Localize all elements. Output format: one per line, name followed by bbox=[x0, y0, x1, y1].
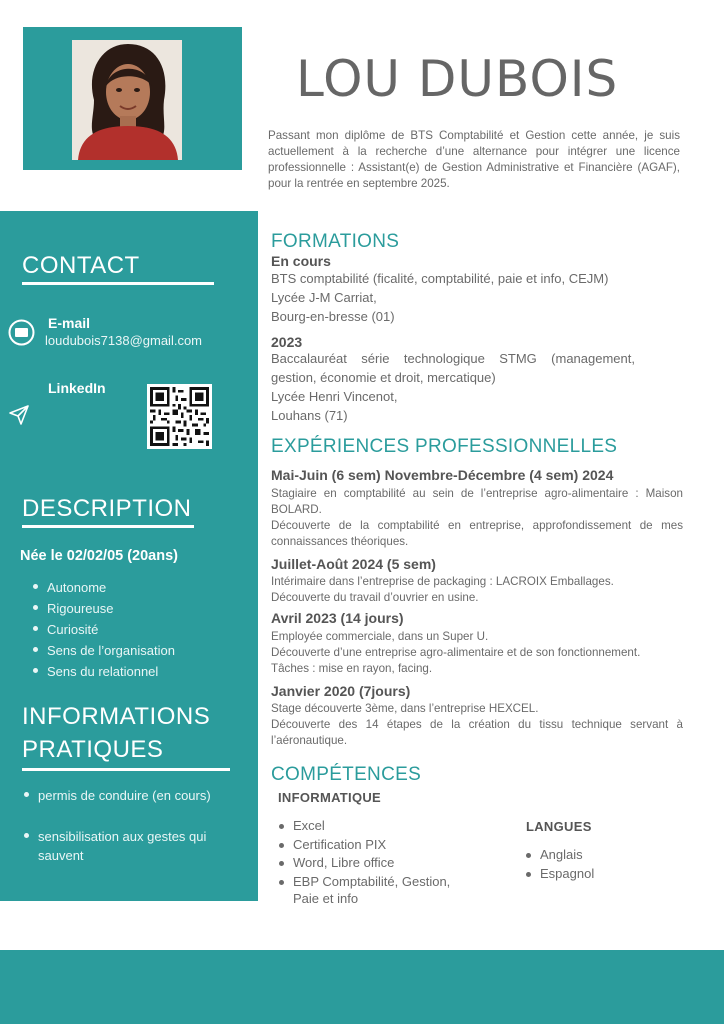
linkedin-label: LinkedIn bbox=[48, 380, 106, 396]
infos-divider bbox=[22, 768, 230, 771]
birth-date: Née le 02/02/05 (20ans) bbox=[20, 548, 178, 564]
traits-list bbox=[31, 577, 175, 682]
experience-period: Janvier 2020 (7jours) bbox=[271, 683, 411, 699]
experience-line: Tâches : mise en rayon, facing. bbox=[271, 662, 433, 675]
langues-title: LANGUES bbox=[526, 819, 592, 834]
formation-line: Baccalauréat série technologique STMG (management, bbox=[271, 351, 635, 366]
list-item: sensibilisation aux gestes qui bbox=[22, 826, 237, 847]
list-item: Espagnol bbox=[524, 865, 594, 884]
experience-period: Mai-Juin (6 sem) Novembre-Décembre (4 sem) 2024 bbox=[271, 467, 614, 483]
paper-plane-icon bbox=[8, 404, 30, 426]
experience-details bbox=[271, 629, 683, 677]
experience-line: Découverte du travail d’ouvrier en usine. bbox=[271, 591, 479, 604]
footer-band bbox=[0, 950, 724, 1024]
formation-period: 2023 bbox=[271, 334, 303, 350]
description-divider bbox=[22, 525, 194, 528]
experience-period: Juillet-Août 2024 (5 sem) bbox=[271, 556, 436, 572]
informatique-list bbox=[277, 817, 450, 891]
experience-line: Stage découverte 3ème, dans l’entreprise HEXCEL. bbox=[271, 702, 539, 715]
experience-line: Employée commerciale, dans un Super U. bbox=[271, 630, 489, 643]
email-value[interactable]: loudubois7138@gmail.com bbox=[45, 333, 203, 348]
langues-list bbox=[524, 846, 594, 883]
list-item: Sens du relationnel bbox=[31, 661, 175, 682]
formation-line: Lycée J-M Carriat, bbox=[271, 290, 377, 305]
experiences-title: EXPÉRIENCES PROFESSIONNELLES bbox=[271, 436, 618, 457]
experience-line: Découverte d’une entreprise agro-alimentaire et de son fonctionnement. bbox=[271, 646, 641, 659]
list-item: Word, Libre office bbox=[277, 854, 450, 873]
informatique-title: INFORMATIQUE bbox=[278, 790, 382, 805]
intro-paragraph: Passant mon diplôme de BTS Comptabilité et Gestion cette année, je suis actuellement à la recherche d’une alternance pour intégrer une licence professionnelle : Assistant(e) de Gestion Administrative et Financière (AGAF), pour la rentrée en septembre 2025. bbox=[268, 129, 680, 190]
formation-period: En cours bbox=[271, 253, 331, 269]
experience-details bbox=[271, 486, 683, 550]
list-item: EBP Comptabilité, Gestion, bbox=[277, 873, 450, 892]
formation-line: gestion, économie et droit, mercatique) bbox=[271, 370, 496, 385]
contact-title: CONTACT bbox=[22, 252, 140, 279]
formation-line: BTS comptabilité (ficalité, comptabilité, paie et info, CEJM) bbox=[271, 271, 609, 286]
infos-item-continuation: sauvent bbox=[38, 848, 84, 863]
list-item: Sens de l’organisation bbox=[31, 640, 175, 661]
contact-divider bbox=[22, 282, 214, 285]
competences-title: COMPÉTENCES bbox=[271, 764, 422, 785]
experience-line: Découverte des 14 étapes de la création du tissu technique servant à l’aéronautique. bbox=[271, 718, 683, 747]
email-label: E-mail bbox=[48, 315, 91, 331]
infos-title-line2: PRATIQUES bbox=[22, 736, 164, 763]
list-item: permis de conduire (en cours) bbox=[22, 785, 237, 806]
experience-period: Avril 2023 (14 jours) bbox=[271, 610, 404, 626]
experience-line: Stagiaire en comptabilité au sein de l’entreprise agro-alimentaire : Maison BOLARD. bbox=[271, 487, 683, 516]
experience-details bbox=[271, 701, 683, 749]
formation-details bbox=[271, 349, 635, 425]
list-item: Anglais bbox=[524, 846, 594, 865]
linkedin-qr-code[interactable] bbox=[147, 384, 212, 449]
informatique-continuation: Paie et info bbox=[293, 891, 359, 906]
envelope-icon bbox=[8, 319, 35, 346]
experience-line: Découverte de la comptabilité en entreprise, approfondissement de mes connaissances théoriques. bbox=[271, 519, 683, 548]
profile-photo bbox=[72, 40, 182, 160]
list-item: Autonome bbox=[31, 577, 175, 598]
formation-line: Louhans (71) bbox=[271, 408, 348, 423]
formation-line: Bourg-en-bresse (01) bbox=[271, 309, 395, 324]
experience-details bbox=[271, 574, 683, 606]
description-title: DESCRIPTION bbox=[22, 495, 192, 522]
list-item: Excel bbox=[277, 817, 450, 836]
infos-title-line1: INFORMATIONS bbox=[22, 703, 211, 730]
infos-list bbox=[22, 785, 237, 847]
list-item: Curiosité bbox=[31, 619, 175, 640]
list-item: Rigoureuse bbox=[31, 598, 175, 619]
list-item: Certification PIX bbox=[277, 836, 450, 855]
candidate-name: LOU DUBOIS bbox=[296, 50, 619, 108]
formation-line: Lycée Henri Vincenot, bbox=[271, 389, 398, 404]
experience-line: Intérimaire dans l’entreprise de packaging : LACROIX Emballages. bbox=[271, 575, 614, 588]
infos-title bbox=[22, 700, 210, 766]
formations-title: FORMATIONS bbox=[271, 231, 400, 252]
formation-details bbox=[271, 269, 608, 326]
